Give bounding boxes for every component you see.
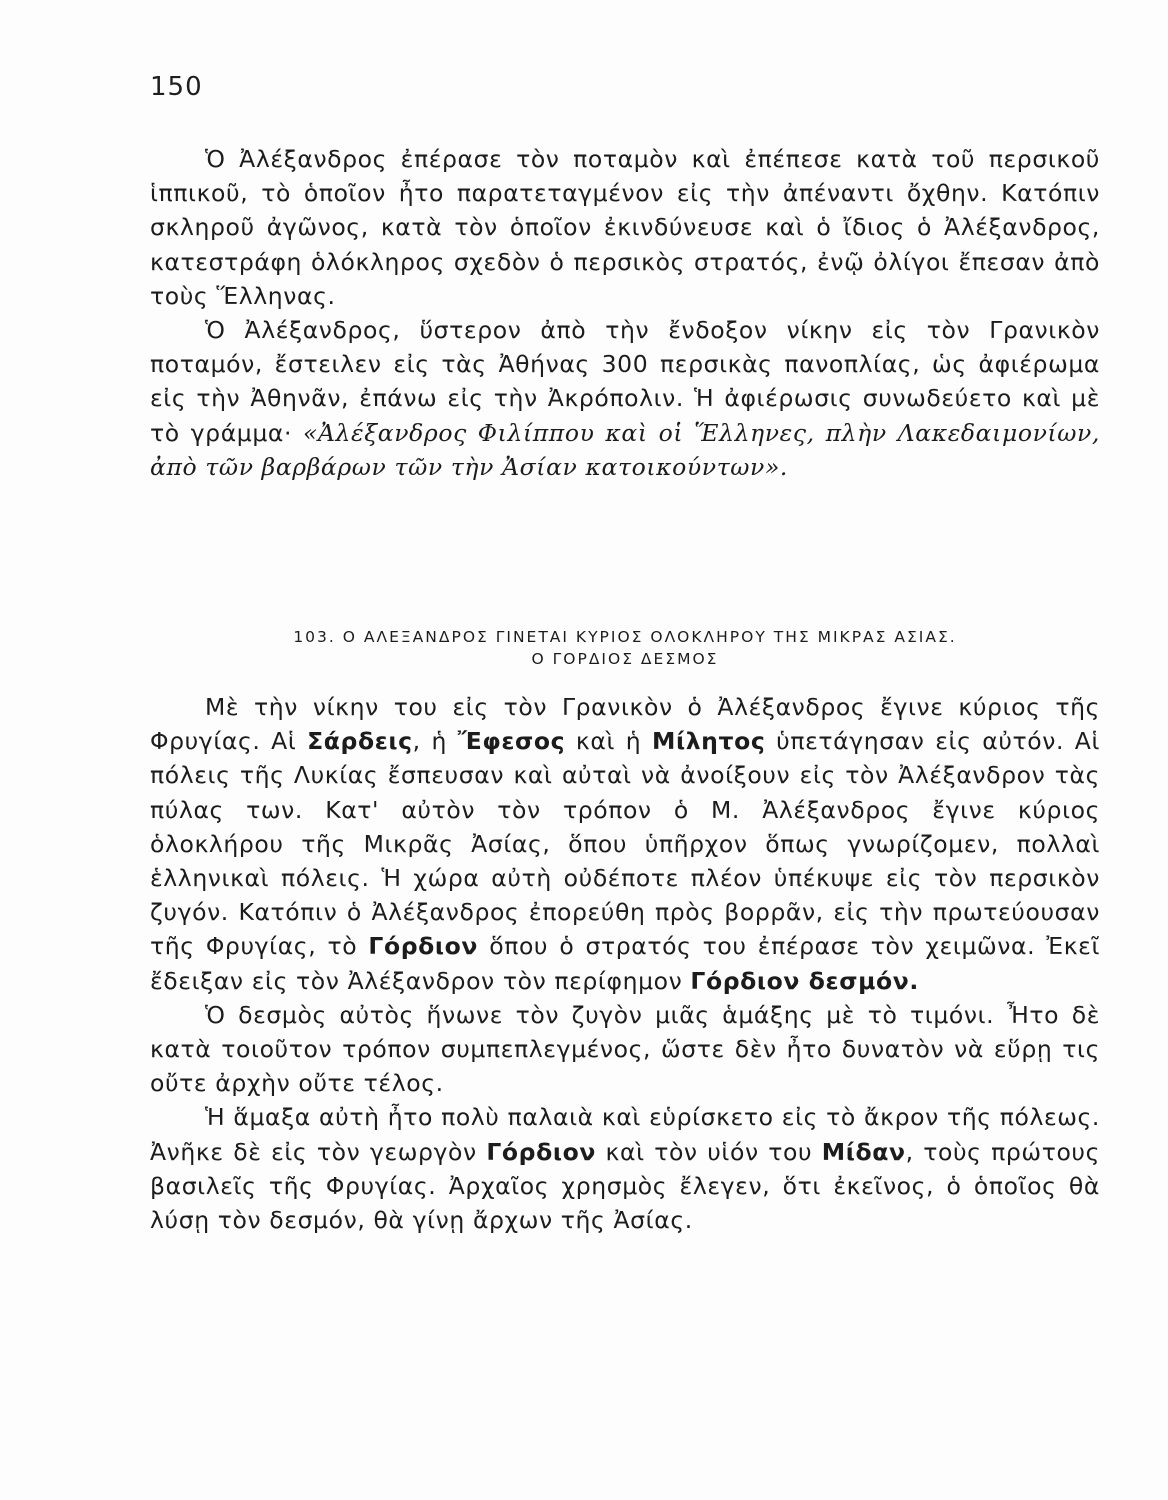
- bold-term-gordius: Γόρδιον: [486, 1137, 596, 1166]
- paragraph-dedication: [150, 313, 1100, 484]
- bold-term-midas: Μίδαν: [821, 1137, 906, 1166]
- page-number: 150: [150, 72, 203, 102]
- bold-term-gordion: Γόρδιον: [368, 932, 479, 961]
- text-run: Μὲ τὴν νίκην του εἰς τὸν Γρανικὸν ὁ Ἀλέξανδρος ἔγινε κύριος τῆς Φρυγίας. Αἱ: [150, 693, 1100, 756]
- section-heading: [150, 626, 1100, 670]
- paragraph-asia-minor: [150, 690, 1100, 998]
- text-run: ὅπου ὁ στρατός του ἐπέρασε τὸν χειμῶνα. Ἐκεῖ ἔδειξαν εἰς τὸν Ἀλέξανδρον τὸν περίφημον: [150, 932, 1100, 995]
- text-run: καὶ ἡ: [565, 727, 652, 756]
- section-upper-text: [150, 142, 1100, 484]
- text-run: Ἡ ἅμαξα αὐτὴ ἦτο πολὺ παλαιὰ καὶ εὑρίσκετο εἰς τὸ ἄκρον τῆς πόλεως. Ἀνῆκε δὲ εἰς τὸν γεωργὸν: [150, 1103, 1100, 1166]
- text-run: ὑπετάγησαν εἰς αὐτόν. Αἱ πόλεις τῆς Λυκίας ἔσπευσαν καὶ αὐταὶ νὰ ἀνοίξουν εἰς τὸν Ἀλέξανδρον τὰς πύλας των. Κατ' αὐτὸν τὸν τρόπον ὁ Μ. Ἀλέξανδρος ἔγινε κύριος ὁλοκλήρου τῆς Μικρᾶς Ἀσίας, ὅπου ὑπῆρχον ὅπως γνωρίζομεν, πολλαὶ ἑλληνικαὶ πόλεις. Ἡ χώρα αὐτὴ οὐδέποτε πλέον ὑπέκυψε εἰς τὸν περσικὸν ζυγόν. Κατόπιν ὁ Ἀλέξανδρος ἐπορεύθη πρὸς βορρᾶν, εἰς τὴν πρωτεύουσαν τῆς Φρυγίας, τὸ: [150, 727, 1100, 961]
- section-lower-text: [150, 690, 1100, 1237]
- text-run: , ἡ: [412, 727, 458, 756]
- bold-term-ephesus: Ἔφεσος: [457, 727, 566, 756]
- text-run: καὶ τὸν υἱόν του: [595, 1137, 822, 1166]
- section-heading-line-1: 103. Ο ΑΛΕΞΑΝΔΡΟΣ ΓΙΝΕΤΑΙ ΚΥΡΙΟΣ ΟΛΟΚΛΗΡΟΥ ΤΗΣ ΜΙΚΡΑΣ ΑΣΙΑΣ.: [293, 628, 957, 646]
- dedication-text: Ὁ Ἀλέξανδρος, ὕστερον ἀπὸ τὴν ἔνδοξον νίκην εἰς τὸν Γρανικὸν ποταμόν, ἔστειλεν εἰς τὰς Ἀθήνας 300 περσικὰς πανοπλίας, ὡς ἀφιέρωμα εἰς τὴν Ἀθηνᾶν, ἐπάνω εἰς τὴν Ἀκρόπολιν. Ἡ ἀφιέρωσις συνωδεύετο καὶ μὲ τὸ γράμμα·: [150, 316, 1100, 447]
- bold-term-miletus: Μίλητος: [651, 727, 766, 756]
- paragraph-knot-description: Ὁ δεσμὸς αὐτὸς ἥνωνε τὸν ζυγὸν μιᾶς ἁμάξης μὲ τὸ τιμόνι. Ἦτο δὲ κατὰ τοιοῦτον τρόπον συμπεπλεγμένος, ὥστε δὲν ἦτο δυνατὸν νὰ εὕρῃ τις οὔτε ἀρχὴν οὔτε τέλος.: [150, 1000, 1100, 1098]
- bold-term-sardis: Σάρδεις: [307, 727, 413, 756]
- paragraph-oracle: [150, 1100, 1100, 1237]
- section-heading-line-2: Ο ΓΟΡΔΙΟΣ ΔΕΣΜΟΣ: [531, 650, 719, 668]
- text-run: , τοὺς πρώτους βασιλεῖς τῆς Φρυγίας. Ἀρχαῖος χρησμὸς ἔλεγεν, ὅτι ἐκεῖνος, ὁ ὁποῖος θὰ λύσῃ τὸν δεσμόν, θὰ γίνῃ ἄρχων τῆς Ἀσίας.: [150, 1137, 1101, 1235]
- bold-term-gordian-knot: Γόρδιον δεσμόν.: [690, 966, 919, 995]
- dedication-inscription: «Ἀλέξανδρος Φιλίππου καὶ οἱ Ἕλληνες, πλὴν Λακεδαιμονίων, ἀπὸ τῶν βαρβάρων τῶν τὴν Ἀσίαν κατοικούντων».: [150, 418, 1100, 481]
- paragraph-granicus-battle: Ὁ Ἀλέξανδρος ἐπέρασε τὸν ποταμὸν καὶ ἐπέπεσε κατὰ τοῦ περσικοῦ ἱππικοῦ, τὸ ὁποῖον ἦτο παρατεταγμένον εἰς τὴν ἀπέναντι ὄχθην. Κατόπιν σκληροῦ ἀγῶνος, κατὰ τὸν ὁποῖον ἐκινδύνευσε καὶ ὁ ἴδιος ὁ Ἀλέξανδρος, κατεστράφη ὁλόκληρος σχεδὸν ὁ περσικὸς στρατός, ἐνῷ ὀλίγοι ἔπεσαν ἀπὸ τοὺς Ἕλληνας.: [150, 145, 1100, 310]
